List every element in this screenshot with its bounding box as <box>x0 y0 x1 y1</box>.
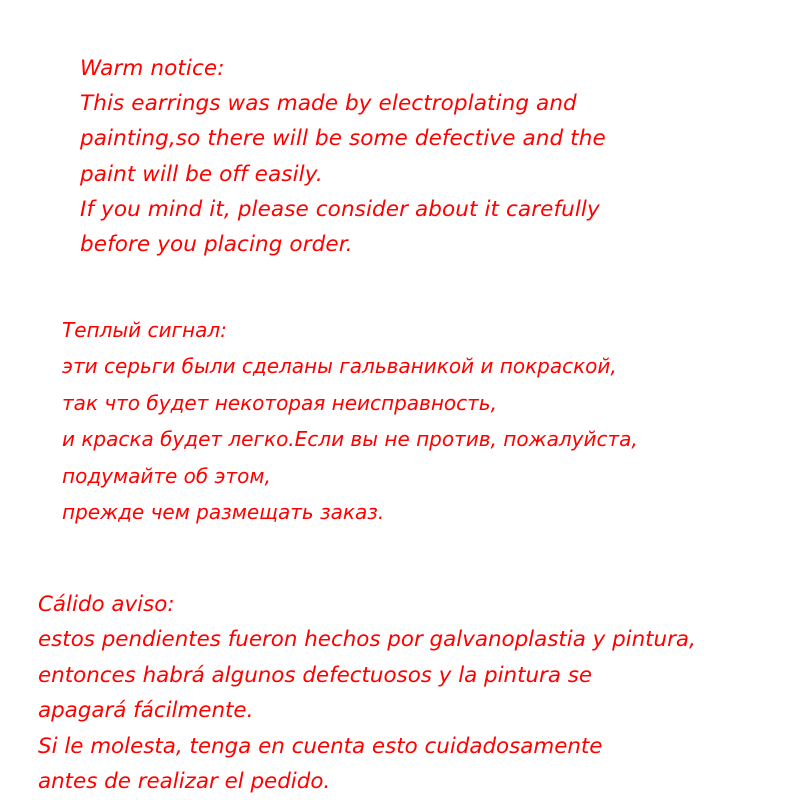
spanish-notice-line: entonces habrá algunos defectuosos y la pintura se <box>38 662 593 688</box>
russian-notice <box>62 312 638 530</box>
english-notice-line: painting,so there will be some defective and the <box>80 126 606 152</box>
english-notice-line: This earrings was made by electroplating and <box>80 91 577 117</box>
spanish-notice-line: Si le molesta, tenga en cuenta esto cuidadosamente <box>38 733 603 759</box>
russian-notice-line: прежде чем размещать заказ. <box>62 500 385 525</box>
russian-notice-line: подумайте об этом, <box>62 463 271 488</box>
russian-notice-line: эти серьги были сделаны гальваникой и покраской, <box>62 354 617 379</box>
spanish-notice-line: apagará fácilmente. <box>38 698 254 724</box>
english-notice-line: paint will be off easily. <box>80 161 323 187</box>
spanish-notice-line: estos pendientes fueron hechos por galvanoplastia y pintura, <box>38 627 696 653</box>
english-notice <box>80 51 606 262</box>
russian-notice-heading: Теплый сигнал: <box>62 318 227 342</box>
english-notice-heading: Warm notice: <box>80 56 225 81</box>
russian-notice-line: и краска будет легко.Если вы не против, пожалуйста, <box>62 427 638 452</box>
russian-notice-line: так что будет некоторая неисправность, <box>62 390 497 415</box>
english-notice-line: If you mind it, please consider about it carefully <box>80 196 600 222</box>
english-notice-line: before you placing order. <box>80 232 353 258</box>
spanish-notice-line: antes de realizar el pedido. <box>38 769 331 795</box>
spanish-notice <box>38 587 696 799</box>
spanish-notice-heading: Cálido aviso: <box>38 592 175 617</box>
